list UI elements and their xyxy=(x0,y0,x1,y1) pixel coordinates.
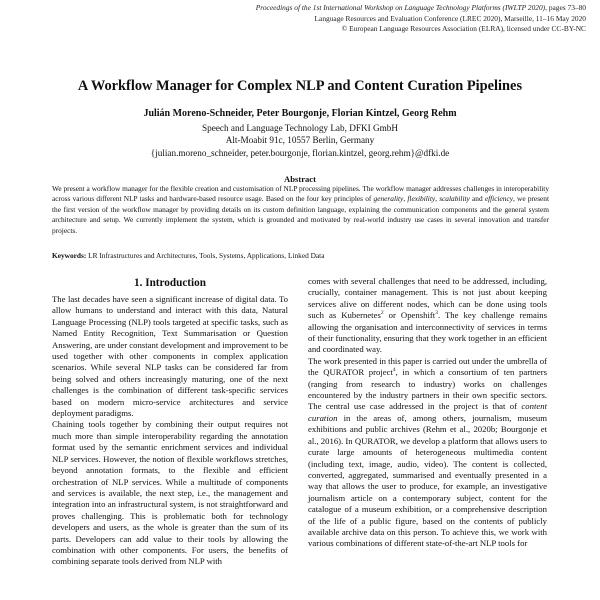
section-heading-introduction: 1. Introduction xyxy=(134,277,206,289)
footnote-marker[interactable]: 2 xyxy=(380,310,384,317)
affiliation-emails: {julian.moreno_schneider, peter.bourgonje, florian.kintzel, georg.rehm}@dfki.de xyxy=(150,147,450,158)
paper-title: A Workflow Manager for Complex NLP and Content Curation Pipelines xyxy=(77,78,523,94)
footnote-marker[interactable]: 3 xyxy=(435,310,438,317)
author-affiliation xyxy=(0,122,600,159)
paragraph: Chaining tools together by combining their output requires not much more than simple interoperability regarding the annotation format used by the semantic enrichment services and individual NLP services. However, the notion of flexible workflows stretches, beyond annotation formats, to the flexible and efficient orchestration of NLP services. While a multitude of components and services is available, the next step, i.e., the management and integration into an infrastructural system, is not straightforward and proves challenging. This is problematic both for technology developers and users, as the whole is greater than the sum of its parts. Developers can add value to their tools by allowing the combination with other components. For users, the benefits of combining separate tools derived from NLP with xyxy=(52,419,288,567)
paper-authors: Julián Moreno-Schneider, Peter Bourgonje, Florian Kintzel, Georg Rehm xyxy=(143,108,457,119)
left-column xyxy=(52,294,288,568)
paragraph: comes with several challenges that need to be addressed, including, crucially, container management. This is not just about keeping services alive on different nodes, which can be done using tools such as Kubernetes$^2$ or Openshift$^3$. The key challenge remains allowing the organisation and interconnectivity of services in terms of their functionality, ensuring that they work together in an efficient and coordinated way. xyxy=(308,276,547,355)
header-line-2: Language Resources and Evaluation Conference (LREC 2020), Marseille, 11–16 May 2020 xyxy=(314,13,586,23)
keywords: Keywords: LR Infrastructures and Architectures, Tools, Systems, Applications, Linked Data xyxy=(52,251,325,260)
abstract-body: We present a workflow manager for the flexible creation and customisation of NLP processing pipelines. The workflow manager addresses challenges in interoperability across various different NLP tasks and hardware-based resource usage. Based on the four key principles of generality, flexibility, scalability and efficiency, we present the first version of the workflow manager by providing details on its custom definition language, explaining the communication components and the general system architecture and setup. We currently implement the system, which is grounded and motivated by real-world industry use cases in several innovation and transfer projects. xyxy=(52,184,550,235)
header-line-3: © European Language Resources Association (ELRA), licensed under CC-BY-NC xyxy=(341,24,586,34)
paragraph: The work presented in this paper is carried out under the umbrella of the QURATOR project$^4$, in which a consortium of ten partners (ranging from research to industry) works on challenges encountered by the industry partners in their own specific sectors. The central use case addressed in the project is that of content curation in the areas of, among others, journalism, museum exhibitions and public archives (Rehm et al., 2020b; Bourgonje et al., 2016). In QURATOR, we develop a platform that allows users to curate large amounts of heterogeneous multimedia content (including text, image, audio, video). The content is collected, converted, aggregated, summarised and eventually presented in a way that allows the user to produce, for example, an investigative journalism article on a contemporary subject, content for the catalogue of a museum exhibition, or a comprehensive description of the life of a public figure, based on the contents of publicly available archive data on this person. To achieve this, we work with various combinations of different state-of-the-art NLP tools for xyxy=(308,355,547,549)
affiliation-lab: Speech and Language Technology Lab, DFKI GmbH xyxy=(202,123,398,133)
affiliation-address: Alt-Moabit 91c, 10557 Berlin, Germany xyxy=(225,135,375,146)
paragraph: The last decades have seen a significant increase of digital data. To allow humans to understand and interact with this data, Natural Language Processing (NLP) tools targeted at specific tasks, such as Named Entity Recognition, Text Summarisation or Question Answering, are under constant development and improvement to be used together with other components in complex application scenarios. While several NLP tasks can be considered far from being solved and others increasingly maturing, one of the next challenges is the combination of different task-specific services based on modern micro-service architectures and service deployment paradigms. xyxy=(52,294,288,419)
right-column xyxy=(308,276,547,550)
conference-header xyxy=(186,3,586,35)
header-line-1: Proceedings of the 1st International Workshop on Language Technology Platforms (IWLTP 2020), pages 73–80 xyxy=(255,3,586,12)
footnote-marker[interactable]: 4 xyxy=(392,367,396,374)
abstract-heading: Abstract xyxy=(284,174,316,184)
